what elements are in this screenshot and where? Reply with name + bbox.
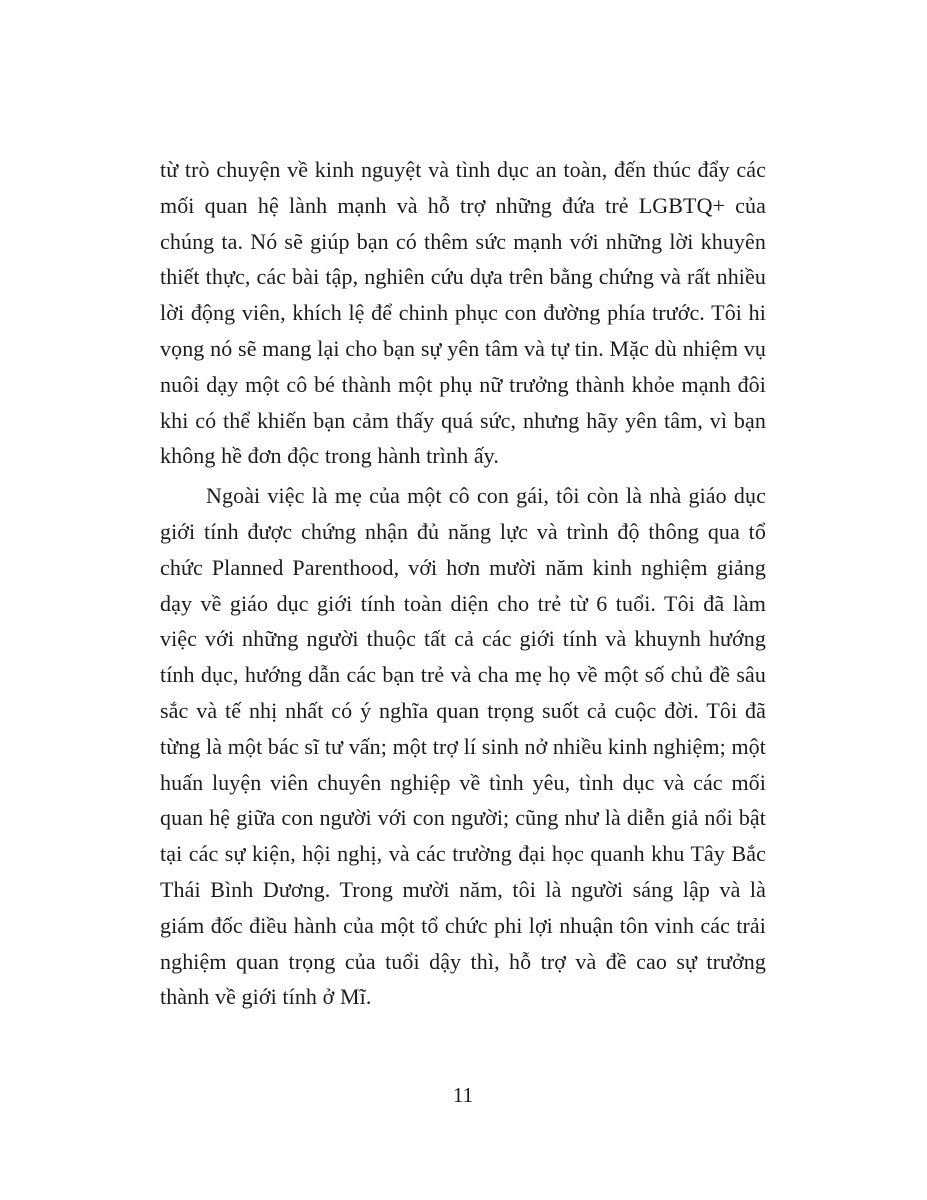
body-text bbox=[160, 152, 766, 1015]
paragraph-1: từ trò chuyện về kinh nguyệt và tình dục an toàn, đến thúc đẩy các mối quan hệ lành mạnh và hỗ trợ những đứa trẻ LGBTQ+ của chúng ta. Nó sẽ giúp bạn có thêm sức mạnh với những lời khuyên thiết thực, các bài tập, nghiên cứu dựa trên bằng chứng và rất nhiều lời động viên, khích lệ để chinh phục con đường phía trước. Tôi hi vọng nó sẽ mang lại cho bạn sự yên tâm và tự tin. Mặc dù nhiệm vụ nuôi dạy một cô bé thành một phụ nữ trưởng thành khỏe mạnh đôi khi có thể khiến bạn cảm thấy quá sức, nhưng hãy yên tâm, vì bạn không hề đơn độc trong hành trình ấy. bbox=[160, 157, 766, 469]
page-number: 11 bbox=[452, 1083, 474, 1107]
paragraph-2: Ngoài việc là mẹ của một cô con gái, tôi còn là nhà giáo dục giới tính được chứng nhận đủ năng lực và trình độ thông qua tổ chức Planned Parenthood, với hơn mười năm kinh nghiệm giảng dạy về giáo dục giới tính toàn diện cho trẻ từ 6 tuổi. Tôi đã làm việc với những người thuộc tất cả các giới tính và khuynh hướng tính dục, hướng dẫn các bạn trẻ và cha mẹ họ về một số chủ đề sâu sắc và tế nhị nhất có ý nghĩa quan trọng suốt cả cuộc đời. Tôi đã từng là một bác sĩ tư vấn; một trợ lí sinh nở nhiều kinh nghiệm; một huấn luyện viên chuyên nghiệp về tình yêu, tình dục và các mối quan hệ giữa con người với con người; cũng như là diễn giả nổi bật tại các sự kiện, hội nghị, và các trường đại học quanh khu Tây Bắc Thái Bình Dương. Trong mười năm, tôi là người sáng lập và là giám đốc điều hành của một tổ chức phi lợi nhuận tôn vinh các trải nghiệm quan trọng của tuổi dậy thì, hỗ trợ và đề cao sự trưởng thành về giới tính ở Mĩ. bbox=[160, 483, 766, 1010]
